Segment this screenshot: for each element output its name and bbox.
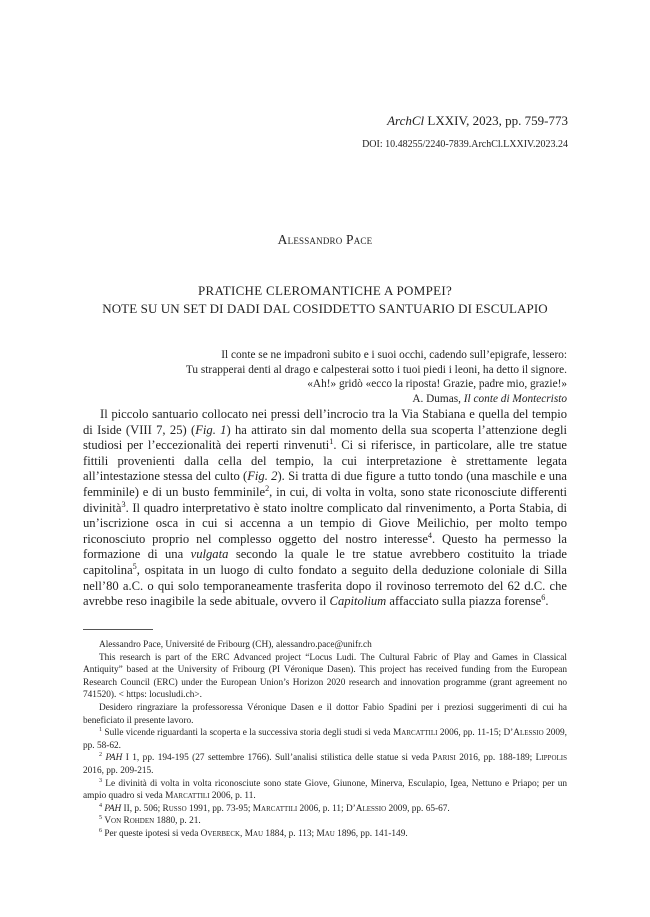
epigraph-line: «Ah!» gridò «ecco la riposta! Grazie, padre mio, grazie!» xyxy=(307,378,567,390)
footnote-ref[interactable]: 6 xyxy=(541,592,546,602)
epigraph-line: Tu strapperai denti al drago e calpesterai sotto i tuoi piedi i leoni, ha detto il signore. xyxy=(185,363,567,376)
footnote-ref[interactable]: 3 xyxy=(121,499,126,509)
doi: DOI: 10.48255/2240-7839.ArchCl.LXXIV.2023.24 xyxy=(362,139,568,150)
footnotes xyxy=(83,639,567,841)
footnote-2: $^2$ PAH I 1, pp. 194-195 (27 settembre 1766). Sull’analisi stilistica delle statue si veda Parisi 2016, pp. 188-189; Lippolis 2016, pp. 209-215. xyxy=(83,752,568,776)
acknowledgement-note: Desidero ringraziare la professoressa Véronique Dasen e il dottor Fabio Spadini per i preziosi suggerimenti di cui ha beneficiato il presente lavoro. xyxy=(83,702,567,726)
footnote-6: $^6$ Per queste ipotesi si veda Overbeck, Mau 1884, p. 113; Mau 1896, pp. 141-149. xyxy=(99,827,408,839)
figure-reference[interactable]: Fig. 2 xyxy=(247,469,278,484)
author-name: Alessandro Pace xyxy=(277,232,373,247)
article-title: PRATICHE CLEROMANTICHE A POMPEI? xyxy=(197,283,453,298)
footnote-3: $^3$ Le divinità di volta in volta riconosciute sono state Giove, Giunone, Minerva, Esculapio, Igea, Nettuno e Priapo; per un ampio quadro si veda Marcattili 2006, p. 11. xyxy=(83,777,567,802)
funding-note: This research is part of the ERC Advanced project “Locus Ludi. The Cultural Fabric of Play and Games in Classical Antiquity” based at the University of Fribourg (PI Véronique Dasen). This project has received funding from the European Research Council (ERC) under the European Union’s Horizon 2020 research and innovation programme (grant agreement no 741520). < https: locusludi.ch>. xyxy=(83,652,567,701)
footnote-5: $^5$ Von Rohden 1880, p. 21. xyxy=(99,815,201,827)
body-paragraph: Il piccolo santuario collocato nei pressi dell’incrocio tra la Via Stabiana e quella del tempio di Iside (VIII 7, 25) (Fig. 1) ha attirato sin dal momento della sua scoperta l’attenzione degli studiosi per l’eccezionalità dei reperti rinvenuti$^1$. Ci si riferisce, in particolare, alle tre statue fittili provenienti dalla cella del tempio, la cui interpretazione è strettamente legata all’intestazione stessa del culto (Fig. 2). Si tratta di due figure a tutto tondo (una maschile e una femminile) e di un busto femminile$^2$, in cui, di volta in volta, sono state riconosciute differenti divinità$^3$. Il quadro interpretativo è stato inoltre complicato dal rinvenimento, a Porta Stabia, di un’iscrizione osca in cui si accenna a un tempio di Giove Meilichio, per molto tempo riconosciuto proprio nel complesso oggetto del nostro interesse$^4$. Questo ha permesso la formazione di una vulgata secondo la quale le tre statue avrebbero costituito la triade capitolina$^5$, ospitata in un luogo di culto fondato a seguito della deduzione coloniale di Silla nell’80 a.C. o qui solo temporaneamente trasferita dopo il rovinoso terremoto del 62 d.C. che avrebbe reso inagibile la sede abituale, ovvero il Capitolium affacciato sulla piazza forense$^6$. xyxy=(83,407,567,609)
journal-citation xyxy=(387,113,568,129)
footnote-ref[interactable]: 5 xyxy=(132,561,137,571)
journal-abbreviation: ArchCl xyxy=(387,113,425,128)
footnote-ref[interactable]: 4 xyxy=(427,530,432,540)
author-affiliation-note: Alessandro Pace, Université de Fribourg (CH), alessandro.pace@unifr.ch xyxy=(99,640,372,650)
footnote-1: $^1$ Sulle vicende riguardanti la scoperta e la successiva storia degli studi si veda Marcattili 2006, pp. 11-15; D’Alessio 2009, pp. 58-62. xyxy=(83,727,567,751)
article-subtitle: NOTE SU UN SET DI DADI DAL COSIDDETTO SANTUARIO DI ESCULAPIO xyxy=(102,301,548,316)
footnote-4: $^4$ PAH II, p. 506; Russo 1991, pp. 73-95; Marcattili 2006, p. 11; D’Alessio 2009, pp. 65-67. xyxy=(99,802,450,814)
figure-reference[interactable]: Fig. 1 xyxy=(195,422,227,437)
footnote-divider xyxy=(83,629,153,630)
epigraph-line: Il conte se ne impadronì subito e i suoi occhi, cadendo sull’epigrafe, lessero: xyxy=(221,349,567,361)
epigraph xyxy=(186,348,567,406)
epigraph-attribution: A. Dumas, Il conte di Montecristo xyxy=(412,392,567,405)
footnote-ref[interactable]: 1 xyxy=(329,437,334,446)
journal-volume-pages: LXXIV, 2023, pp. 759-773 xyxy=(424,113,568,128)
footnote-ref[interactable]: 2 xyxy=(265,483,270,493)
